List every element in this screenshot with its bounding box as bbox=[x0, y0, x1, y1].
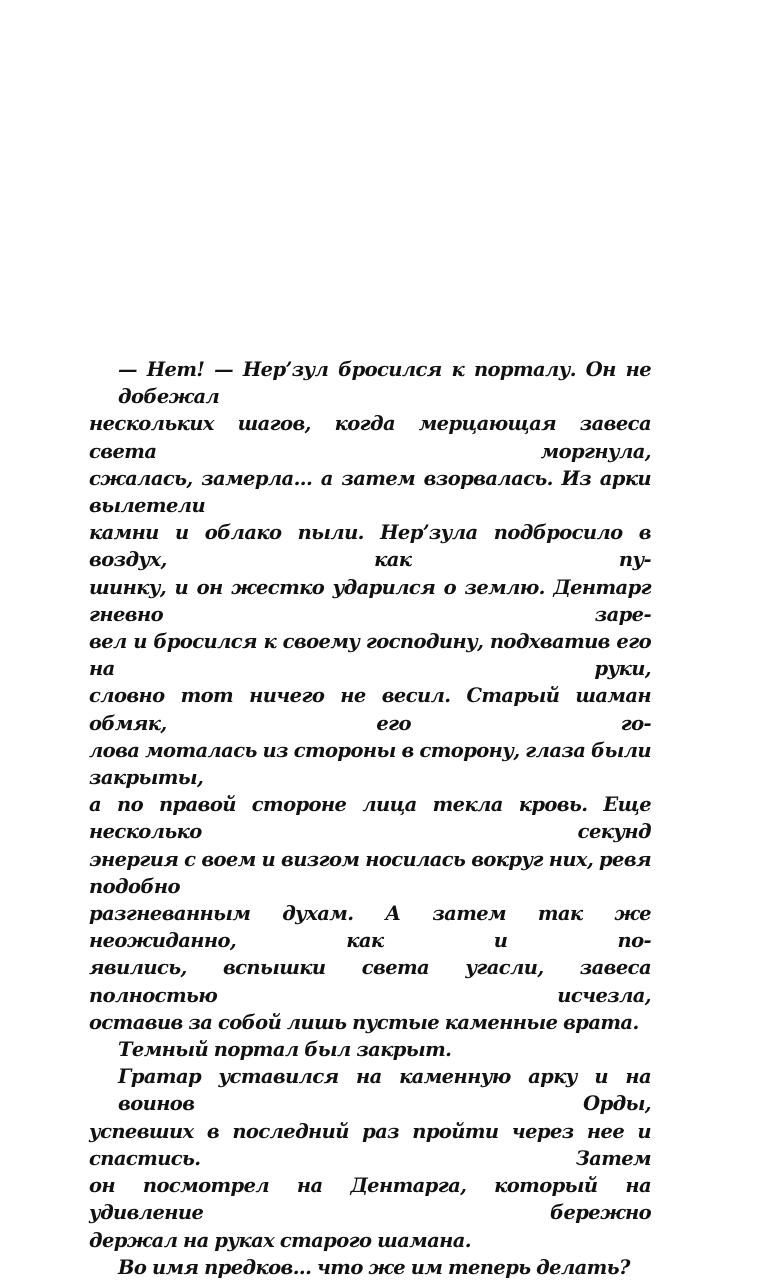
paragraph-3 bbox=[89, 1063, 651, 1253]
text-line: вел и бросился к своему господину, подхватив его на руки, bbox=[89, 630, 651, 681]
text-line: шинку, и он жестко ударился о землю. Дентарг гневно заре- bbox=[89, 575, 651, 626]
text-line: успевших в последний раз пройти через нее и спастись. Затем bbox=[89, 1119, 651, 1170]
paragraph-2 bbox=[89, 1036, 651, 1063]
text-line: он посмотрел на Дентарга, который на удивление бережно bbox=[89, 1174, 651, 1225]
text-line: словно тот ничего не весил. Старый шаман обмяк, его го- bbox=[89, 684, 651, 735]
text-line: — Нет! — Нер’зул бросился к порталу. Он не добежал bbox=[118, 358, 651, 409]
text-line: оставив за собой лишь пустые каменные врата. bbox=[89, 1010, 639, 1034]
text-line: энергия с воем и визгом носилась вокруг них, ревя подобно bbox=[89, 847, 651, 898]
text-line: камни и облако пыли. Нер’зула подбросило в воздух, как пу- bbox=[89, 521, 651, 572]
text-line: явились, вспышки света угасли, завеса полностью исчезла, bbox=[89, 956, 651, 1007]
text-line: разгневанным духам. А затем так же неожиданно, как и по- bbox=[89, 902, 651, 953]
text-line: сжалась, замерла... а затем взорвалась. Из арки вылетели bbox=[89, 466, 651, 518]
text-line: Гратар уставился на каменную арку и на воинов Орды, bbox=[118, 1065, 651, 1116]
text-line: держал на руках старого шамана. bbox=[89, 1228, 471, 1252]
paragraph-1 bbox=[89, 356, 651, 1036]
text-line: Во имя предков... что же им теперь делать? bbox=[118, 1255, 630, 1279]
text-line: нескольких шагов, когда мерцающая завеса света моргнула, bbox=[89, 412, 651, 463]
text-body bbox=[89, 356, 651, 1281]
paragraph-4 bbox=[89, 1254, 651, 1281]
text-line: Темный портал был закрыт. bbox=[118, 1038, 452, 1062]
text-line: лова моталась из стороны в сторону, глаза были закрыты, bbox=[89, 738, 651, 790]
text-line: а по правой стороне лица текла кровь. Еще несколько секунд bbox=[89, 793, 651, 844]
